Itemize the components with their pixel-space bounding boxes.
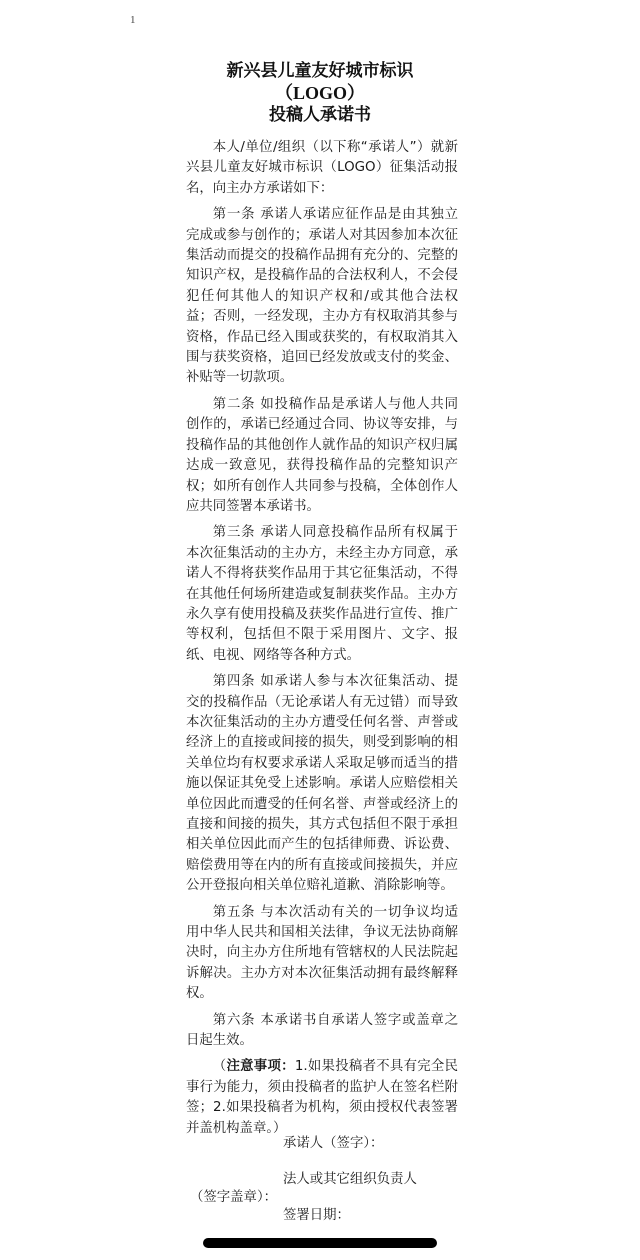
notice-open: （ (212, 1059, 227, 1075)
document-title (0, 60, 640, 126)
title-line-3: 投稿人承诺书 (269, 105, 371, 125)
date-field: 签署日期： (283, 1208, 350, 1223)
article-3: 第三条 承诺人同意投稿作品所有权属于本次征集活动的主办方，未经主办方同意，承诺人不得将获奖作品用于其它征集活动，不得在其他任何场所建造或复制获奖作品。主办方永久享有使用投稿及获奖作品进行宣传、推广等权利，包括但不限于采用图片、文字、报纸、电视、网络等各种方式。 (186, 525, 458, 663)
title-line-2: （LOGO） (274, 83, 365, 103)
home-indicator-bar[interactable] (203, 1238, 437, 1248)
legal-rep-field: 法人或其它组织负责人 (283, 1172, 417, 1187)
article-6: 第六条 本承诺书自承诺人签字或盖章之日起生效。 (186, 1012, 458, 1049)
article-1: 第一条 承诺人承诺应征作品是由其独立完成或参与创作的；承诺人对其因参加本次征集活动而提交的投稿作品拥有充分的、完整的知识产权，是投稿作品的合法权利人，不会侵犯任何其他人的知识产权和/或其他合法权益；否则，一经发现，主办方有权取消其参与资格，作品已经入围或获奖的，有权取消其入围与获奖资格，追回已经发放或支付的奖金、补贴等一切款项。 (186, 207, 458, 386)
notice-text: 1.如果投稿者不具有完全民事行为能力，须由投稿者的监护人在签名栏附签；2.如果投稿者为机构，须由授权代表签署并盖机构盖章。） (186, 1059, 458, 1136)
page-number: 1 (130, 14, 136, 26)
article-4: 第四条 如承诺人参与本次征集活动、提交的投稿作品（无论承诺人有无过错）而导致本次征集活动的主办方遭受任何名誉、声誉或经济上的直接或间接的损失，则受到影响的相关单位均有权要求承诺人采取足够而适当的措施以保证其免受上述影响。承诺人应赔偿相关单位因此而遭受的任何名誉、声誉或经济上的直接和间接的损失，其方式包括但不限于承担相关单位因此而产生的包括律师费、诉讼费、赔偿费用等在内的所有直接或间接损失，并应公开登报向相关单位赔礼道歉、消除影响等。 (186, 674, 458, 894)
notice-label: 注意事项： (226, 1059, 295, 1075)
intro-paragraph: 本人/单位/组织（以下称“承诺人”）就新兴县儿童友好城市标识（LOGO）征集活动报名，向主办方承诺如下： (186, 140, 458, 196)
article-5: 第五条 与本次活动有关的一切争议均适用中华人民共和国相关法律，争议无法协商解决时，向主办方住所地有管辖权的人民法院起诉解决。主办方对本次征集活动拥有最终解释权。 (186, 904, 458, 1002)
title-line-1: 新兴县儿童友好城市标识 (226, 61, 414, 81)
document-body (186, 138, 458, 1139)
signer-field: 承诺人（签字）： (283, 1136, 384, 1151)
article-2: 第二条 如投稿作品是承诺人与他人共同创作的，承诺已经通过合同、协议等安排，与投稿作品的其他创作人就作品的知识产权归属达成一致意见，获得投稿作品的完整知识产权；如所有创作人共同参与投稿，全体创作人应共同签署本承诺书。 (186, 396, 458, 514)
stamp-field: （签字盖章）： (190, 1190, 278, 1205)
notice-paragraph (186, 1057, 458, 1139)
